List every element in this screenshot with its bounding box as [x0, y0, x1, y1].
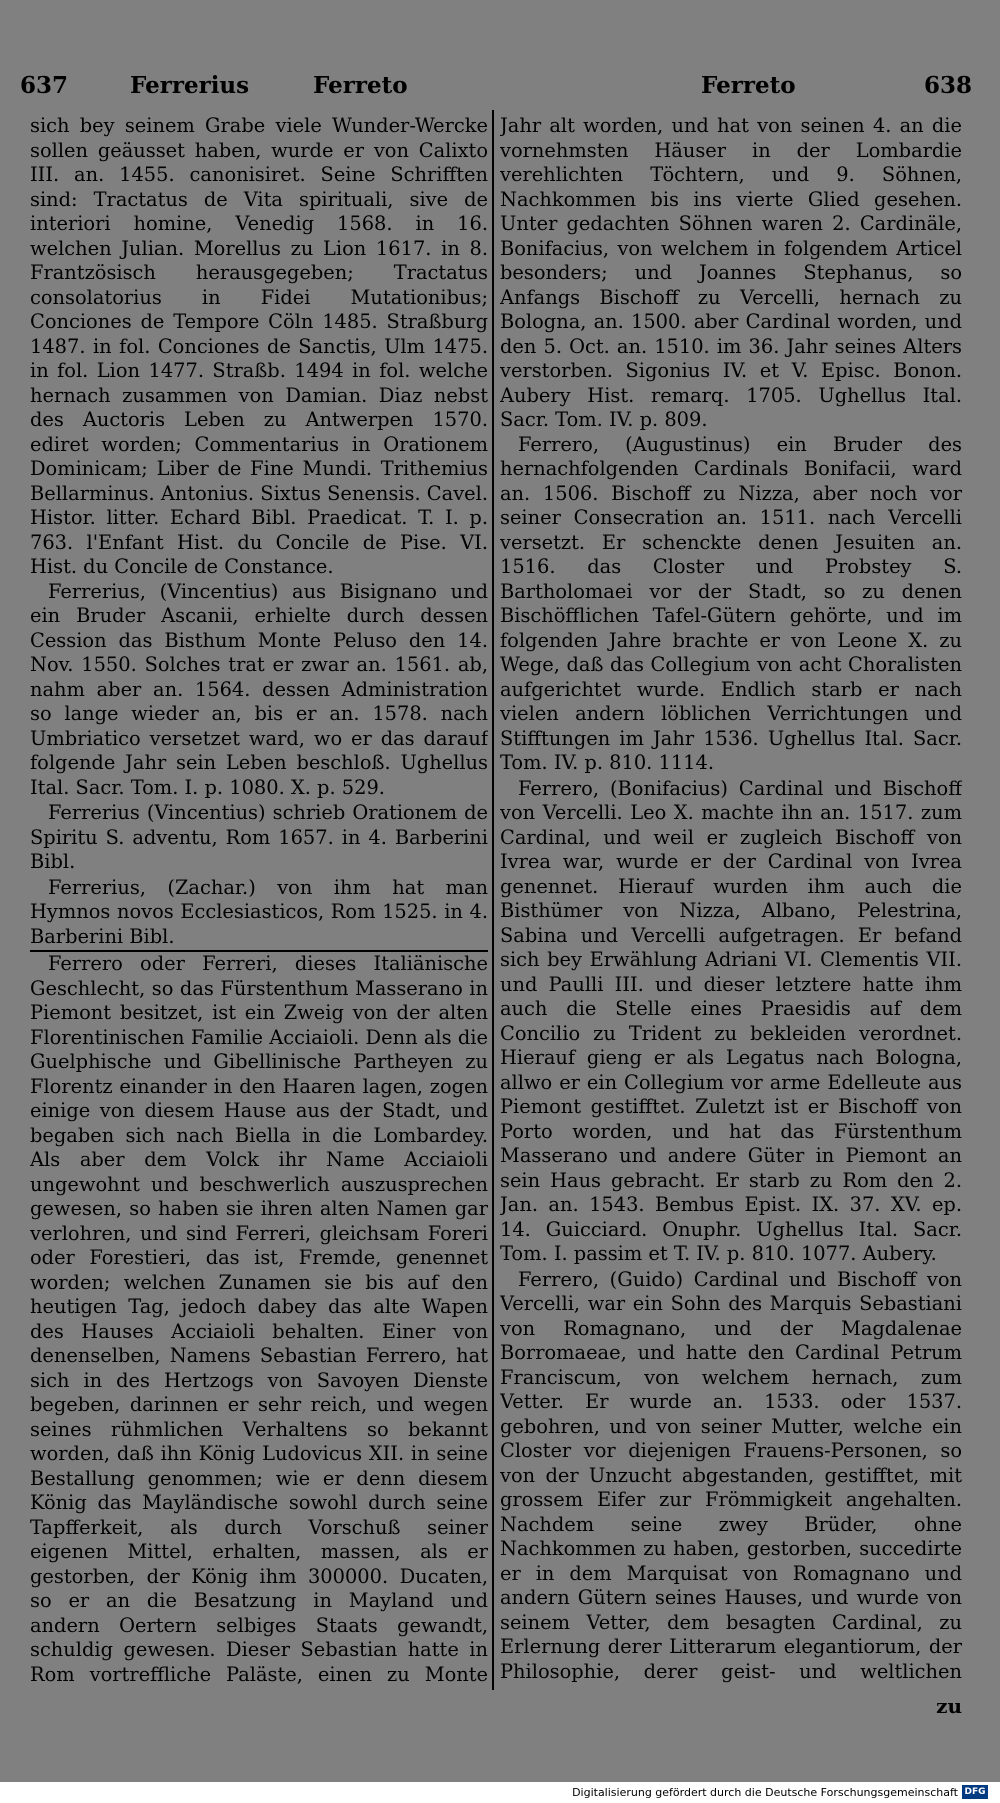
running-head — [20, 72, 972, 106]
left-column — [30, 114, 488, 1684]
page-number-right: 638 — [923, 72, 972, 99]
left-entry-continuation: sich bey seinem Grabe viele Wunder-Wercke sollen geäusset haben, wurde er von Calixto III. an. 1455. canonisiret. Seine Schrifften sind: Tractatus de Vita spirituali, sive de interiori homine, Venedig 1568. in 16. welchen Julian. Morellus zu Lion 1617. in 8. Frantzösisch herausgegeben; Tractatus consolatorius in Fidei Mutationibus; Conciones de Tempore Cöln 1485. Straßburg 1487. in fol. Conciones de Sanctis, Ulm 1475. in fol. Lion 1477. Straßb. 1494 in fol. welche hernach zusammen von Damian. Diaz nebst des Auctoris Leben zu Antwerpen 1570. ediret worden; Commentarius in Orationem Dominicam; Liber de Fine Mundi. Trithemius Bellarminus. Antonius. Sixtus Senensis. Cavel. Histor. litter. Echard Bibl. Praedicat. T. I. p. 763. l'Enfant Hist. du Concile de Pise. VI. Hist. du Concile de Constance. — [30, 114, 488, 578]
column-divider — [492, 110, 494, 1690]
catchword: zu — [936, 1694, 962, 1718]
header-right-word: Ferreto — [701, 72, 796, 99]
header-left-word-2: Ferreto — [313, 72, 408, 99]
right-column — [500, 114, 962, 1684]
left-entry-ferrerius-vincentius-1: Ferrerius, (Vincentius) aus Bisignano und ein Bruder Ascanii, erhielte durch dessen Cession das Bisthum Monte Peluso den 14. Nov. 1550. Solches trat er zwar an. 1561. ab, nahm aber an. 1564. dessen Administration so lange wieder an, bis er an. 1578. nach Umbriatico versetzet ward, wo er das darauf folgende Jahr sein Leben beschloß. Ughellus Ital. Sacr. Tom. I. p. 1080. X. p. 529. — [30, 579, 488, 799]
page-number-left: 637 — [20, 72, 69, 99]
left-entry-ferrerius-zachar: Ferrerius, (Zachar.) von ihm hat man Hymnos novos Ecclesiasticos, Rom 1525. in 4. Barberini Bibl. — [30, 875, 488, 948]
right-entry-ferrero-bonifacius: Ferrero, (Bonifacius) Cardinal und Bischoff von Vercelli. Leo X. machte ihn an. 1517. zum Cardinal, und weil er zugleich Bischoff von Ivrea war, wurde er der Cardinal von Ivrea genennet. Hierauf wurden ihm auch die Bisthümer von Nizza, Albano, Pelestrina, Sabina und Vercelli aufgetragen. Er befand sich bey Erwählung Adriani VI. Clementis VII. und Paulli III. und dieser letztere hatte ihm auch die Stelle eines Praesidis auf dem Concilio zu Trident zu bekleiden verordnet. Hierauf gieng er als Legatus nach Bologna, allwo er ein Collegium vor arme Edelleute aus Piemont gestifftet. Zuletzt ist er Bischoff von Porto worden, und hat das Fürstenthum Masserano und andere Güter in Piemont an sein Haus gebracht. Er starb zu Rom den 2. Jan. an. 1543. Bembus Epist. IX. 37. XV. ep. 14. Guicciard. Onuphr. Ughellus Ital. Sacr. Tom. I. passim et T. IV. p. 810. 1077. Aubery. — [500, 776, 962, 1265]
header-left-word-1: Ferrerius — [130, 72, 250, 99]
right-entry-ferrero-guido: Ferrero, (Guido) Cardinal und Bischoff von Vercelli, war ein Sohn des Marquis Sebastiani von Romagnano, und der Magdalenae Borromaeae, und hatte den Cardinal Petrum Franciscum, von welchem hernach, zum Vetter. Er wurde an. 1533. oder 1537. gebohren, und von seiner Mutter, welche ein Closter vor diejenigen Frauens-Personen, so von der Unzucht abgestanden, gestifftet, mit grossem Eifer zur Frömmigkeit angehalten. Nachdem seine zwey Brüder, ohne Nachkommen zu haben, gestorben, succedirte er in dem Marquisat von Romagnano und andern Gütern seines Hauses, und wurde von seinem Vetter, dem besagten Cardinal, zu Erlernung derer Litterarum elegantiorum, der Philosophie, derer geist- und weltlichen — [500, 1267, 962, 1683]
right-entry-continuation: Jahr alt worden, und hat von seinen 4. an die vornehmsten Häuser in der Lombardie verehlichten Töchtern, und 9. Söhnen, Nachkommen bis ins vierte Glied gesehen. Unter gedachten Söhnen waren 2. Cardinäle, Bonifacius, von welchem in folgendem Articel besonders; und Joannes Stephanus, so Anfangs Bischoff zu Vercelli, hernach zu Bologna, an. 1500. aber Cardinal worden, und den 5. Oct. an. 1510. im 36. Jahr seines Alters verstorben. Sigonius IV. et V. Episc. Bonon. Aubery Hist. remarq. 1705. Ughellus Ital. Sacr. Tom. IV. p. 809. — [500, 114, 962, 431]
dfg-logo: DFG — [962, 1785, 988, 1799]
digitization-credit: Digitalisierung gefördert durch die Deutsche Forschungsgemeinschaft — [572, 1786, 958, 1799]
left-entry-ferrero-family: Ferrero oder Ferreri, dieses Italiänische Geschlecht, so das Fürstenthum Masserano in Piemont besitzet, ist ein Zweig von der alten Florentinischen Familie Acciaioli. Denn als die Guelphische und Gibellinische Partheyen zu Florentz einander in den Haaren lagen, zogen einige von diesem Hause aus der Stadt, und begaben sich nach Biella in die Lombardey. Als aber dem Volck ihr Name Acciaioli ungewohnt und beschwerlich auszusprechen gewesen, so haben sie ihren alten Namen gar verlohren, und sind Ferreri, gleichsam Foreri oder Forestieri, das ist, Fremde, genennet worden; welchen Zunamen sie bis auf den heutigen Tag, jedoch dabey das alte Wapen des Hauses Acciaioli behalten. Einer von denenselben, Namens Sebastian Ferrero, hat sich in des Hertzogs von Savoyen Dienste begeben, darinnen er sehr reich, und wegen seines rühmlichen Verhaltens so bekannt worden, daß ihn König Ludovicus XII. in seine Bestallung genommen; wie er denn diesem König das Mayländische sowohl durch seine Tapfferkeit, als durch Vorschuß seiner eigenen Mittel, erhalten, massen, als er gestorben, der König ihm 300000. Ducaten, so er an die Besatzung in Mayland und andern Oertern selbiges Staats gewandt, schuldig gewesen. Dieser Sebastian hatte in Rom vortreffliche Paläste, einen zu Monte — [30, 950, 488, 1684]
right-entry-ferrero-augustinus: Ferrero, (Augustinus) ein Bruder des hernachfolgenden Cardinals Bonifacii, ward an. 1506. Bischoff zu Nizza, aber noch vor seiner Consecration an. 1511. nach Vercelli versetzt. Er schenckte denen Jesuiten an. 1516. das Closter und Probstey S. Bartholomaei vor der Stadt, so zu denen Bischöfflichen Tafel-Gütern gehörte, und im folgenden Jahre brachte er von Leone X. zu Wege, daß das Collegium von acht Choralisten aufgerichtet wurde. Endlich starb er nach vielen andern löblichen Verrichtungen und Stifftungen im Jahr 1536. Ughellus Ital. Sacr. Tom. IV. p. 810. 1114. — [500, 432, 962, 774]
left-entry-ferrerius-vincentius-2: Ferrerius (Vincentius) schrieb Orationem de Spiritu S. adventu, Rom 1657. in 4. Barberini Bibl. — [30, 801, 488, 873]
